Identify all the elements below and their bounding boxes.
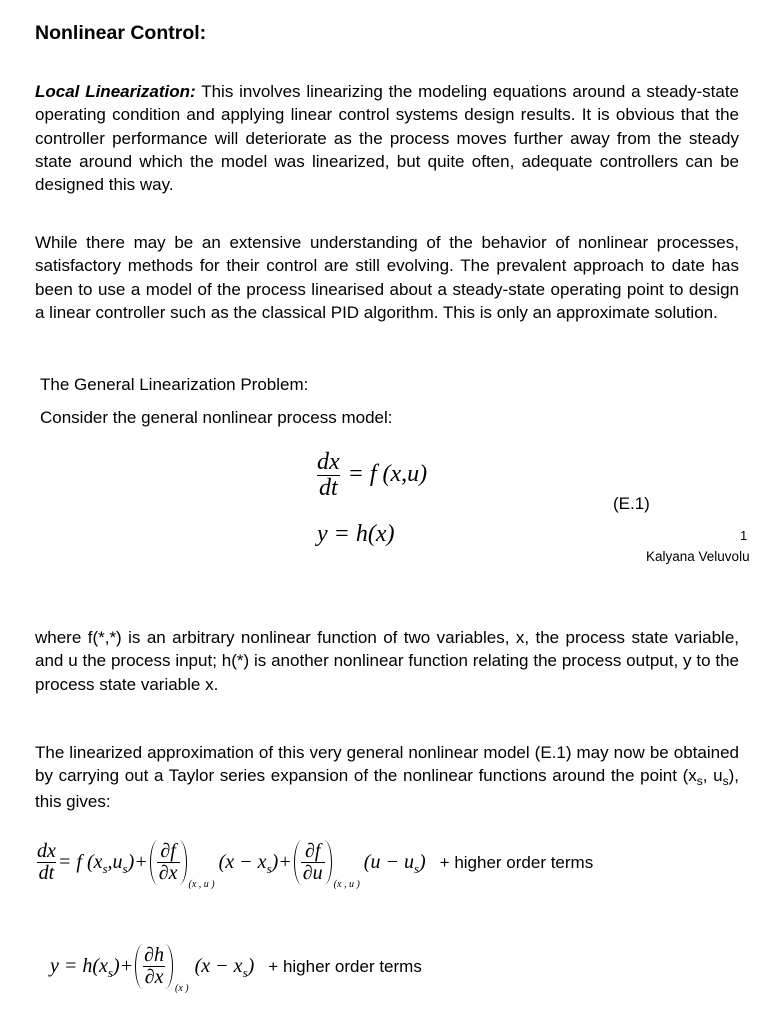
paragraph-where: where f(*,*) is an arbitrary nonlinear function of two variables, x, the process state variable, and u the process input; h(*) is another nonlinear function relating the process output, y to the process state variable x. xyxy=(35,628,739,694)
paragraph-body: This involves linearizing the modeling equations around a steady-state operating condition and applying linear control systems design results. It is obvious that the controller performance will deteriorate as the process moves further away from the steady state around which the model was linearized, but quite often, adequate controllers can be designed this way. xyxy=(35,82,739,195)
eval-point: (x ) xyxy=(175,983,189,994)
equation-label: (E.1) xyxy=(613,494,650,513)
fraction-dx-dt: $\frac{dx}{dt}$ xyxy=(317,449,340,502)
paragraph-nonlinear-processes: While there may be an extensive understanding of the behavior of nonlinear processes, satisfactory methods for their control are still evolving. The prevalent approach to date has been to use a model of the process linearised about a steady-state operating point to design a linear controller such as the classical PID algorithm. This is only an approximate solution. xyxy=(35,233,739,322)
eval-point: (x , u ) xyxy=(333,879,360,890)
partial-df-dx: $\frac{\partial f}{\partial x}$ xyxy=(150,840,187,885)
higher-order-terms: + higher order terms xyxy=(439,852,594,872)
lead-term: Local Linearization: xyxy=(35,82,196,101)
author-name: Kalyana Veluvolu xyxy=(646,549,750,564)
equation-taylor-output: y = h(x s )+ $\frac{\partial h}{\partial x}$ (x ) (x − x s ) + higher order terms xyxy=(50,944,422,994)
equation-e1-line1 xyxy=(315,450,427,501)
paragraph-local-linearization xyxy=(35,80,739,196)
page-title: Nonlinear Control: xyxy=(35,22,207,44)
page-number: 1 xyxy=(740,528,748,543)
eval-point: (x , u ) xyxy=(188,879,215,890)
eq1-rhs: = f (x,u) xyxy=(347,461,428,488)
higher-order-terms: + higher order terms xyxy=(268,956,422,976)
fraction-dx-dt-2: $\frac{dx}{dt}$ xyxy=(37,840,56,884)
partial-df-du: $\frac{\partial f}{\partial u}$ xyxy=(294,840,332,885)
partial-dh-dx: $\frac{\partial h}{\partial x}$ xyxy=(135,944,173,989)
consider-text: Consider the general nonlinear process model: xyxy=(40,408,393,427)
equation-e1-line2: y = h(x) xyxy=(317,521,395,547)
problem-title: The General Linearization Problem: xyxy=(40,375,309,394)
equation-taylor-state: $\frac{dx}{dt}$ = f (x s ,u s )+ $\frac{\partial f}{\partial x}$ (x , u ) (x − x s )+ $\frac{\partial f}{\partial u}$ (x , u ) (u − u s ) + higher order terms xyxy=(37,840,594,890)
paragraph-taylor: The linearized approximation of this very general nonlinear model (E.1) may now be obtained by carrying out a Taylor series expansion of the nonlinear functions around the point ($x_s$, $u_s$), this gives: xyxy=(35,743,740,811)
